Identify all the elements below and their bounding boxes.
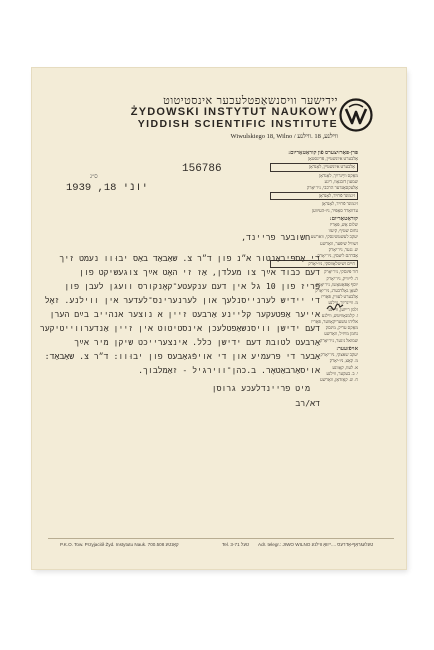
sidebar-name: י. ב. בעקער, ווילנע: [326, 370, 358, 376]
sidebar-name: זשוויל שיפּער, וואַרשע: [320, 240, 358, 246]
date-label: ס״ג: [90, 174, 98, 180]
sidebar-boxed-name: אַלבערט אײַנשטיין, לאָנדאָן: [270, 163, 358, 171]
sidebar-boxed-name: זיגמונד פֿרויד, לאָנדאָן: [270, 192, 358, 200]
letter-line: אַרבעט לטובת דעם ידישן כלל. אינצערייכט שיקן מיר אײַך: [74, 337, 320, 347]
sidebar-name: זלמן רייזען, ווילנע: [328, 306, 358, 312]
footer-telegraph-address: Adr. telegr.: JIWO WILNO טעלעגראַף-אַדרעס ....ייוואָ ווילנע: [258, 542, 374, 547]
letter-line: דעם ידישן וויסנשאַפטלעכן אינסטיטוט אין זיין אַנדערווייטיקער: [39, 323, 320, 333]
sidebar-name: שלום אַש, פּאַריז: [329, 222, 358, 228]
letterhead-yiddish-title: יידישער וויסנשאַפטלעכער אינסטיטוט: [163, 94, 338, 107]
footer-bank-account: P.K.O. Tow. Przyjaciół Żyd. Instytutu Nauk. 700.508 קאָנטע: [60, 542, 179, 547]
footer-divider: [48, 538, 394, 539]
sidebar-name: שמואל ניגער, ניו־יאָרק: [319, 337, 358, 343]
letterhead-english-title: YIDDISH SCIENTIFIC INSTITUTE: [137, 118, 338, 130]
sidebar-name: שמעון דובנאָוו, ריגע: [324, 178, 358, 184]
letterhead-polish-title: ŻYDOWSKI INSTYTUT NAUKOWY: [130, 106, 338, 118]
letter-line: אַבער די פּרעמיע און די אויפֿגאַבעס פון יבוּוו: ד״ר צ. שאַבאַד:: [44, 351, 320, 361]
letter-line: דעם כבוד אײַך צו מעלדן, אַז זי האָט אײַך צוגעשיקט פון: [79, 267, 320, 277]
letter-line: די יידיש לערנייסנלעך און לערנערינס־לעדער אין ווילנע. זאָל: [44, 295, 320, 305]
sidebar-name: ה. לייוויק, ניו־יאָרק: [326, 275, 358, 281]
letter-line: די אַספּיראַנטור א״נ פון ד״ר צ. שאַבאַד באַס יבוּוו נעמט זיך: [59, 253, 320, 263]
sidebar-name: יעקב שאצקי, ניו־יאָרק: [320, 352, 358, 358]
sidebar-name: יוסף אָפּאַטאָשו, ניו־יאָרק: [315, 281, 358, 287]
sidebar-name: עדוואַרד סאַפּיר, ניו-העיווען: [311, 207, 358, 213]
sidebar-name: יעקב לעשטשינסקי, ווארשע: [310, 234, 358, 240]
sidebar-name: אַבֿרהם ליעסין, ניו־יאָרק: [317, 253, 358, 259]
letter-line: אייער אַפּטעקער קליינע אַרבעט זיין א נוצער אנהייב בײַם הערן: [49, 309, 320, 319]
sidebar-name: מ. קאַצ, ניו-יאָרק: [329, 358, 358, 364]
letterhead-address: Wiwulskiego 18, Wilno / ווילנע, 18 .ווילנע: [230, 133, 338, 140]
sidebar-heading: אויפֿזעער:: [336, 345, 358, 352]
sidebar-name: אליהו טשעריקאָווער, פּאַריז: [311, 319, 358, 325]
sidebar-name: ח. ש. קאַזדאַן, וואַרשע: [320, 376, 358, 382]
footer-telephone: Tel. 3-71 טעל: [222, 542, 250, 547]
sidebar-name: דוד פּינסקי, ניו־יאָרק: [323, 269, 358, 275]
reference-number: 156786: [182, 163, 222, 175]
sidebar-name: מ. וויינרײַך, ווילנע: [328, 300, 358, 306]
yivo-logo-icon: [339, 98, 373, 132]
sidebar-name: מאַקס עריק, מינסק: [325, 325, 358, 331]
handwritten-mark-icon: [326, 300, 344, 314]
sidebar-name: אַלבערט אײַנשטיין, פּרינסטאָן: [307, 156, 358, 162]
letter-initials: דא/רב: [295, 398, 320, 408]
sidebar-name: זיגמונד פֿרויד, לאָנדאָן: [321, 201, 358, 207]
sidebar-heading: קוראַטאָריום:: [329, 215, 358, 222]
letter-greeting: חשובער פריינד,: [241, 232, 310, 242]
sidebar-name: נחום שטיף, קיעוו: [328, 228, 358, 234]
sidebar-name: ז. קלמנאָוויטש, ווילנע: [321, 312, 358, 318]
sidebar-name: מאַקס וויַינרײַך, לאָנדאָן: [319, 172, 358, 178]
sidebar-heading: פּרן-פאַרזיצערס פֿון קוראַטאָריום:: [288, 150, 358, 156]
letter-line: אויסאַרבאַטאָר. ב.כהן־ווירגיל - זאַמלבוך.: [138, 365, 320, 375]
sidebar-name: ש. נגער, ניו־יאָרק: [328, 246, 358, 252]
sidebar-name: אַלבערט לעווין, פּאַריז: [321, 294, 358, 300]
sidebar-name: לעאָן גאָלדבערג, ניו־יאָרק: [315, 288, 358, 294]
letter-date: יוני 18, 1939: [66, 182, 148, 194]
sidebar-name: אַלעקסאַנדער הרכבי, ניו־יאָרק: [306, 185, 358, 191]
letter-line: פּריז פון 10 גל אין דעם ענקעטע־קאָנקורס וועגן לעבן פון: [64, 281, 320, 291]
sidebar-name: נחמן מײַזיל, וואַרשע: [324, 331, 358, 337]
sidebar-boxed-name: חיים זשיטלאָווסקי, ניו-יאָרק: [270, 260, 358, 268]
sidebar-name: א. לעוו, קאָוונע: [332, 364, 358, 370]
letter-closing: מיט פריינדלעכע גרוסן: [211, 383, 310, 393]
